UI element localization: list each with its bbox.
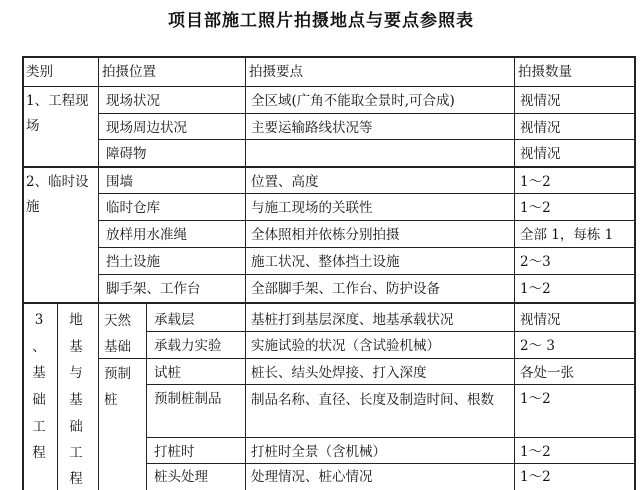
category-foundation-char: 程 [32,445,46,461]
category-site: 1、工程现场 [26,93,89,134]
table-rule [146,331,636,332]
category-foundation-char: 、 [32,339,46,355]
row-quantity: 1～2 [520,281,551,297]
row-position: 围墙 [106,174,133,190]
table-col-rule [57,302,58,490]
row-points: 实施试验的状况（含试验机械） [251,338,440,354]
row-quantity: 视情况 [520,146,561,162]
table-col-rule [146,302,147,490]
subcategory-precast-pile: 预制桩 [104,366,131,408]
category-temporary-facilities: 2、临时设施 [26,174,89,215]
row-position: 挡土设施 [106,254,160,270]
table-col-rule [245,56,246,490]
category-foundation-char: 础 [32,392,46,408]
row-position: 障碍物 [106,146,147,162]
row-points: 位置、高度 [251,174,319,190]
row-quantity: 1～2 [520,174,551,190]
table-rule [98,247,636,248]
table-rule [98,220,636,221]
table-border-top [22,56,636,58]
row-quantity: 1～2 [520,391,551,407]
row-position: 桩头处理 [154,469,208,485]
subcategory-ground-char: 础 [69,419,83,435]
row-position: 打桩时 [154,444,195,460]
row-points: 打桩时全景（含机械） [251,444,386,460]
header-points: 拍摄要点 [249,64,303,80]
row-quantity: 2～3 [520,254,551,270]
table-border-left [22,56,24,490]
table-rule [146,437,636,438]
table-rule [98,358,636,359]
table-rule [98,193,636,194]
row-points: 制品名称、直径、长度及制造时间、根数 [251,392,494,408]
table-rule [22,166,636,168]
row-quantity: 1～2 [520,444,551,460]
page-title: 项目部施工照片拍摄地点与要点参照表 [168,11,474,31]
header-quantity: 拍摄数量 [518,64,572,80]
row-quantity: 视情况 [520,120,561,136]
row-position: 承载层 [154,312,195,328]
table-border-right [634,56,636,490]
row-quantity: 1～2 [520,469,551,485]
category-foundation-char: 基 [32,365,46,381]
table-col-rule [514,56,515,490]
row-points: 与施工现场的关联性 [251,200,373,216]
row-points: 主要运输路线状况等 [251,120,373,136]
table-rule [146,463,636,464]
row-quantity: 2～ 3 [520,338,555,354]
row-position: 承载力实验 [154,338,222,354]
header-category: 类别 [26,64,53,80]
subcategory-ground-char: 工 [69,445,83,461]
row-position: 现场周边状况 [106,120,187,136]
row-quantity: 视情况 [520,312,561,328]
row-points: 基桩打到基层深度、地基承载状况 [251,312,454,328]
row-quantity: 视情况 [520,93,561,109]
subcategory-ground-char: 地 [69,312,83,328]
row-points: 施工状况、整体挡土设施 [251,254,400,270]
row-position: 试桩 [154,365,181,381]
subcategory-ground-char: 程 [69,471,83,487]
row-points: 桩长、结头处焊接、打入深度 [251,365,427,381]
row-position: 放样用水准绳 [106,227,187,243]
category-foundation-char: 工 [32,419,46,435]
table-rule [146,384,636,385]
subcategory-ground-char: 基 [69,392,83,408]
row-position: 临时仓库 [106,200,160,216]
table-rule [22,302,636,304]
table-rule [98,139,636,140]
category-foundation-char: 3 [34,312,44,328]
table-rule [98,274,636,275]
row-position: 脚手架、工作台 [106,281,201,297]
table-rule [98,113,636,114]
row-points: 全体照相并依栋分别拍摄 [251,227,400,243]
row-points [247,142,514,167]
header-position: 拍摄位置 [102,64,156,80]
row-position: 预制桩制品 [154,391,222,407]
row-points: 全部脚手架、工作台、防护设备 [251,281,440,297]
row-points: 全区域(广角不能取全景时,可合成) [251,93,455,109]
reference-table [22,56,636,490]
row-position: 现场状况 [106,93,160,109]
subcategory-ground-char: 基 [69,339,83,355]
row-quantity: 全部 1，每栋 1 [520,227,614,243]
row-points: 处理情况、桩心情况 [251,469,373,485]
table-rule [22,86,636,87]
row-quantity: 各处一张 [520,365,574,381]
subcategory-natural-foundation: 天然基础 [104,313,131,355]
subcategory-ground-char: 与 [69,365,83,381]
table-col-rule [98,56,99,490]
row-quantity: 1～2 [520,200,551,216]
